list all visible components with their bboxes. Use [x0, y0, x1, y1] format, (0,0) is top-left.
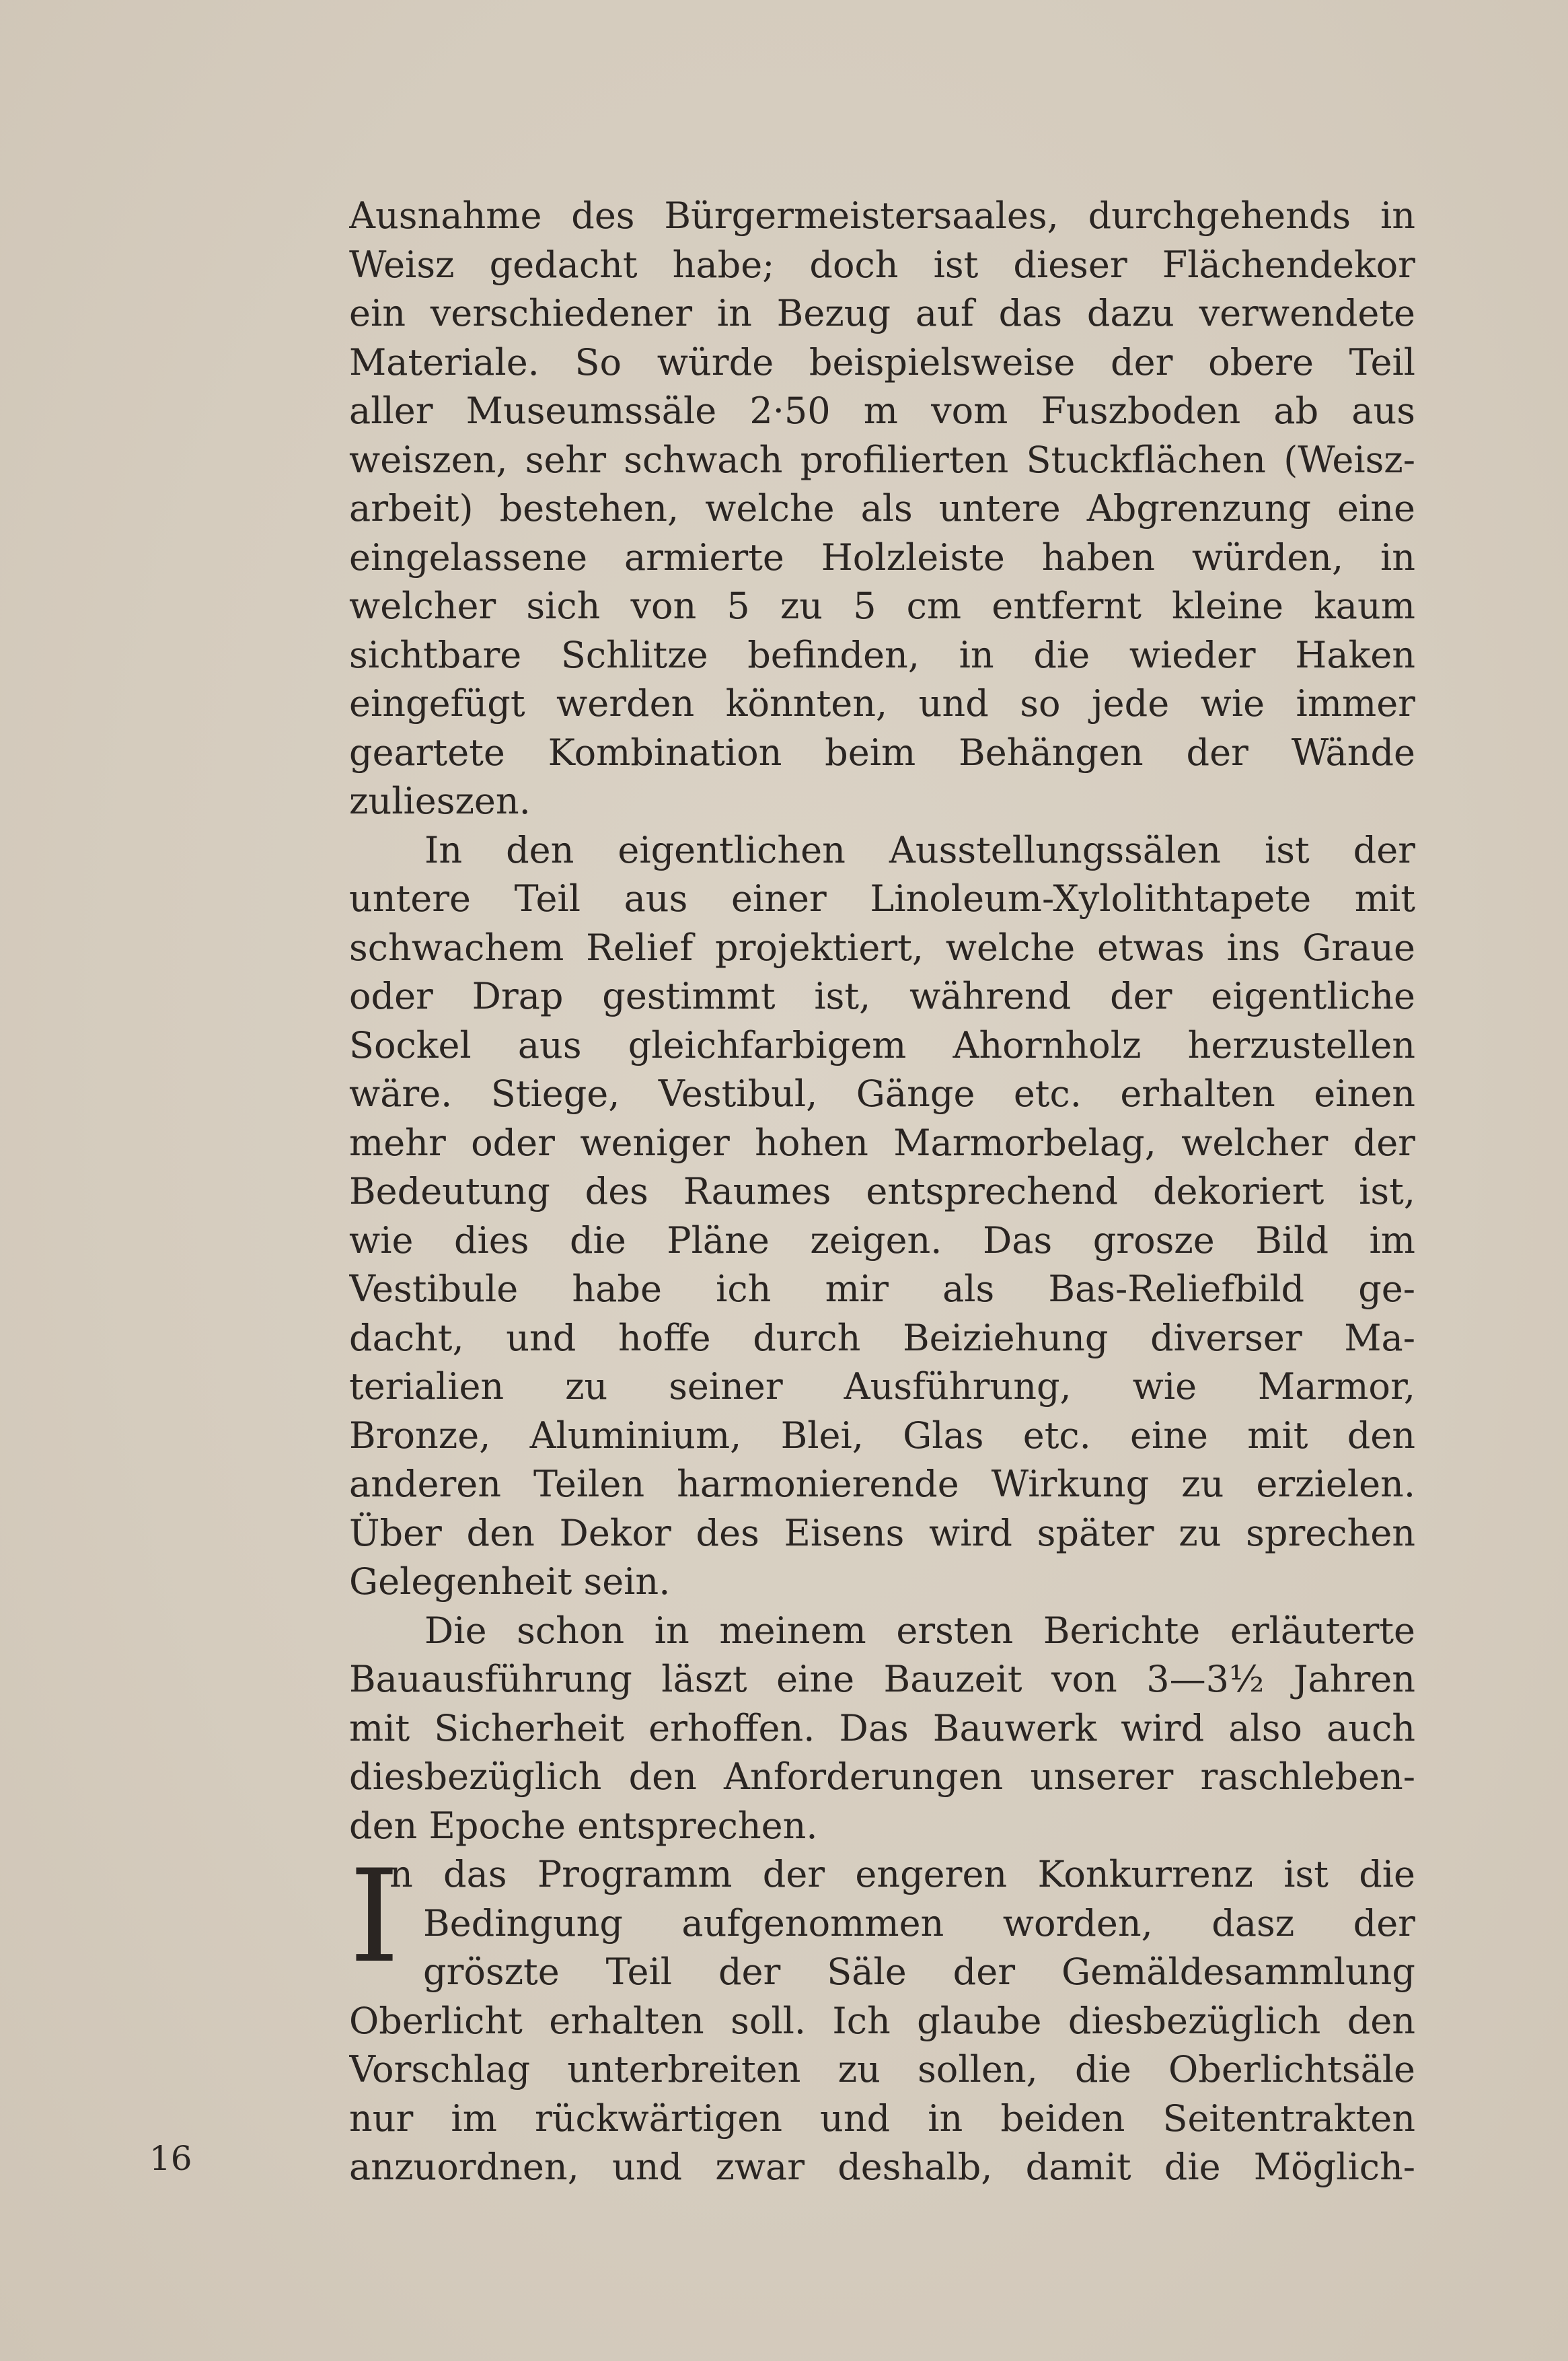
text-line: Materiale. So würde beispielsweise der obere Teil	[349, 340, 1415, 384]
text-line: aller Museumssäle 2·50 m vom Fuszboden ab aus	[349, 390, 1415, 432]
text-line: Bedeutung des Raumes entsprechend dekoriert ist,	[349, 1170, 1415, 1212]
text-line: eingelassene armierte Holzleiste haben würden, in	[349, 536, 1415, 579]
text-line: ein verschiedener in Bezug auf das dazu verwendete	[349, 292, 1415, 334]
text-line: Oberlicht erhalten soll. Ich glaube diesbezüglich den	[349, 1999, 1415, 2042]
text-line: Vestibule habe ich mir als Bas-Reliefbild ge-	[349, 1268, 1415, 1310]
text-line: dacht, und hoffe durch Beiziehung diverser Ma-	[349, 1316, 1415, 1359]
text-line: Bedingung aufgenommen worden, dasz der	[423, 1901, 1415, 1945]
text-line: Gelegenheit sein.	[349, 1560, 671, 1603]
text-line: anderen Teilen harmonierende Wirkung zu erzielen.	[349, 1463, 1415, 1505]
drop-cap-initial: I	[349, 1842, 400, 1991]
text-line: wäre. Stiege, Vestibul, Gänge etc. erhalten einen	[349, 1073, 1415, 1115]
text-line: Vorschlag unterbreiten zu sollen, die Oberlichtsäle	[349, 2048, 1415, 2091]
text-line: sichtbare Schlitze befinden, in die wieder Haken	[349, 633, 1415, 676]
text-line: oder Drap gestimmt ist, während der eigentliche	[349, 975, 1415, 1017]
text-line: anzuordnen, und zwar deshalb, damit die Möglich-	[349, 2146, 1415, 2188]
text-line: Über den Dekor des Eisens wird später zu sprechen	[349, 1511, 1415, 1554]
text-line: Ausnahme des Bürgermeistersaales, durchgehends in	[349, 194, 1415, 237]
text-line: Weisz gedacht habe; doch ist dieser Flächendekor	[349, 243, 1415, 286]
text-line: wie dies die Pläne zeigen. Das grosze Bild im	[349, 1219, 1415, 1262]
text-line: In den eigentlichen Ausstellungssälen ist der	[424, 828, 1415, 871]
text-line: den Epoche entsprechen.	[349, 1804, 818, 1847]
text-line: welcher sich von 5 zu 5 cm entfernt kleine kaum	[349, 585, 1415, 627]
text-line: Bauausführung läszt eine Bauzeit von 3—3½ Jahren	[349, 1658, 1415, 1700]
text-line: arbeit) bestehen, welche als untere Abgrenzung eine	[349, 487, 1415, 530]
text-line: mit Sicherheit erhoffen. Das Bauwerk wird also auch	[349, 1706, 1415, 1749]
text-line: gröszte Teil der Säle der Gemäldesammlung	[423, 1951, 1415, 1993]
text-line: mehr oder weniger hohen Marmorbelag, welcher der	[349, 1121, 1415, 1164]
text-line: Sockel aus gleichfarbigem Ahornholz herzustellen	[349, 1023, 1415, 1066]
text-line: geartete Kombination beim Behängen der Wände	[349, 731, 1415, 774]
text-line: schwachem Relief projektiert, welche etwas ins Graue	[349, 926, 1415, 969]
page-number: 16	[149, 2139, 192, 2178]
text-line: Bronze, Aluminium, Blei, Glas etc. eine mit den	[349, 1414, 1415, 1457]
text-line: nur im rückwärtigen und in beiden Seitentrakten	[349, 2097, 1415, 2140]
body-text	[349, 192, 1415, 2192]
text-line: eingefügt werden könnten, und so jede wie immer	[349, 682, 1415, 725]
text-line: Die schon in meinem ersten Berichte erläuterte	[424, 1609, 1415, 1652]
text-line: zulieszen.	[349, 780, 531, 822]
text-line: terialien zu seiner Ausführung, wie Marmor,	[349, 1365, 1415, 1408]
text-line: weiszen, sehr schwach profilierten Stuckflächen (Weisz-	[349, 438, 1415, 481]
text-line: untere Teil aus einer Linoleum-Xylolithtapete mit	[349, 877, 1415, 920]
text-line: n das Programm der engeren Konkurrenz ist die	[389, 1853, 1415, 1895]
text-line: diesbezüglich den Anforderungen unserer raschleben-	[349, 1755, 1415, 1798]
